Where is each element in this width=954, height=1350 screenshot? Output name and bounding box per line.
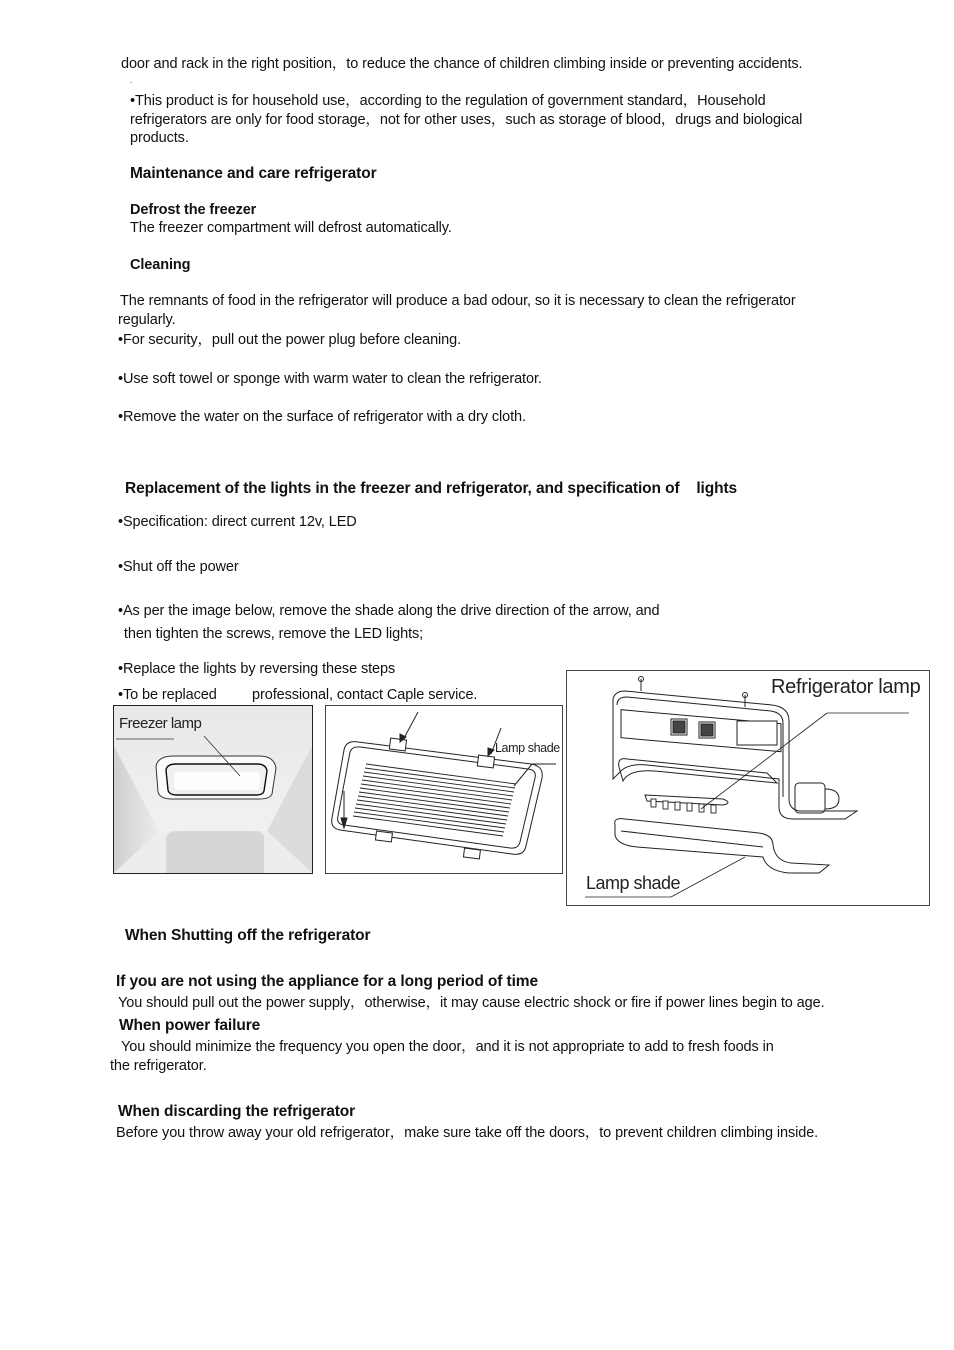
lamp-shade-illustration (326, 706, 562, 873)
power-failure-text: You should minimize the frequency you open the door，and it is not appropriate to add to fresh foods in (121, 1039, 774, 1055)
lights-bullet: then tighten the screws, remove the LED lights; (120, 626, 424, 642)
long-period-text: You should pull out the power supply，otherwise，it may cause electric shock or fire if power lines begin to age. (118, 995, 825, 1011)
refrigerator-lamp-shade-label: Lamp shade (586, 873, 681, 893)
shutting-off-heading: When Shutting off the refrigerator (125, 927, 371, 944)
long-period-heading: If you are not using the appliance for a long period of time (116, 973, 539, 990)
freezer-lamp-label: Freezer lamp (119, 715, 202, 732)
lamp-shade-label: Lamp shade (495, 741, 560, 755)
lights-bullet: •To be replaced professional, contact Caple service. (118, 687, 478, 703)
cleaning-bullet: •Use soft towel or sponge with warm water to clean the refrigerator. (118, 371, 542, 387)
lights-bullet: •Shut off the power (118, 559, 239, 575)
lights-bullet: •As per the image below, remove the shade along the drive direction of the arrow, and (118, 603, 660, 619)
maintenance-heading: Maintenance and care refrigerator (130, 165, 377, 182)
refrigerator-lamp-figure (566, 670, 930, 906)
intro-text: door and rack in the right position，to reduce the chance of children climbing inside or preventing accidents. (121, 56, 803, 72)
freezer-lamp-figure (113, 705, 313, 874)
household-note-line: •This product is for household use，according to the regulation of government standard，Household (130, 93, 766, 109)
lamp-shade-figure (325, 705, 563, 874)
power-failure-text: the refrigerator. (110, 1058, 207, 1074)
household-note-line: products. (130, 130, 189, 146)
lights-heading: Replacement of the lights in the freezer and refrigerator, and specification of lights (125, 480, 738, 497)
discarding-heading: When discarding the refrigerator (118, 1103, 356, 1120)
cleaning-heading: Cleaning (130, 257, 191, 273)
refrigerator-lamp-illustration (567, 671, 929, 905)
cleaning-bullet: •For security，pull out the power plug before cleaning. (118, 332, 462, 348)
household-note-line: refrigerators are only for food storage，not for other uses，such as storage of blood，drugs and biological (130, 112, 803, 128)
power-failure-heading: When power failure (119, 1017, 261, 1034)
cleaning-bullet: •Remove the water on the surface of refrigerator with a dry cloth. (118, 409, 526, 425)
refrigerator-lamp-label: Refrigerator lamp (771, 676, 921, 698)
lights-bullet: •Specification: direct current 12v, LED (118, 514, 357, 530)
defrost-text: The freezer compartment will defrost automatically. (130, 220, 452, 236)
cleaning-intro: The remnants of food in the refrigerator will produce a bad odour, so it is necessary to clean the refrigerator (120, 293, 796, 309)
lights-bullet: •Replace the lights by reversing these steps (118, 661, 396, 677)
stray-dot: . (130, 76, 133, 85)
defrost-heading: Defrost the freezer (130, 202, 257, 218)
discarding-text: Before you throw away your old refrigerator，make sure take off the doors，to prevent children climbing inside. (116, 1125, 819, 1141)
cleaning-intro: regularly. (118, 312, 176, 328)
